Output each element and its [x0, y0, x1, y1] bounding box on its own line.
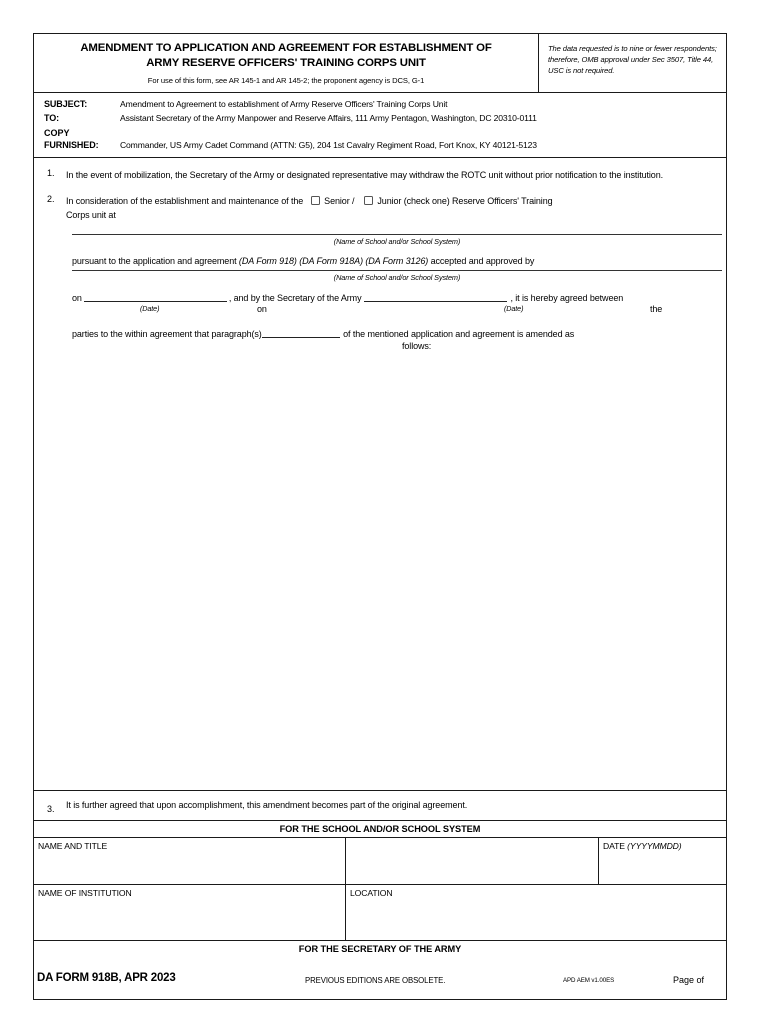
clause-2-text-b: Corps unit at — [66, 210, 116, 220]
omb-notice-cell — [539, 34, 726, 92]
army-section-band: FOR THE SECRETARY OF THE ARMY — [34, 940, 726, 957]
form-title-line-2: ARMY RESERVE OFFICERS' TRAINING CORPS UNIT — [146, 56, 426, 69]
dates-row — [72, 291, 714, 317]
school-name-field-1[interactable] — [72, 234, 722, 246]
form-title-line-1: AMENDMENT TO APPLICATION AND AGREEMENT FOR ESTABLISHMENT OF — [80, 42, 492, 54]
parties-text-b: of the mentioned application and agreement is amended as — [343, 328, 575, 339]
pursuant-line — [72, 256, 714, 266]
senior-label: Senior / — [324, 195, 355, 206]
clause-1-text: In the event of mobilization, the Secretary of the Army or designated representative may withdraw the ROTC unit without prior notification to the institution. — [66, 170, 664, 180]
date-label: DATE — [603, 841, 628, 851]
form-header — [34, 34, 726, 93]
form-frame — [33, 33, 727, 1000]
institution-row — [34, 884, 726, 940]
clause-2-text — [66, 194, 553, 223]
pursuant-text-b: accepted and approved by — [428, 255, 535, 266]
date-field[interactable] — [599, 838, 726, 884]
on-continuation-word: on — [257, 303, 267, 314]
clause-1-number: 1. — [47, 168, 55, 178]
copy-furnished-line — [34, 140, 726, 150]
to-line — [34, 113, 726, 123]
location-field[interactable] — [346, 885, 726, 940]
clause-3-text: It is further agreed that upon accomplishment, this amendment becomes part of the original agreement. — [66, 800, 468, 811]
location-label: LOCATION — [350, 888, 393, 898]
and-by-secretary-text: , and by the Secretary of the Army — [228, 292, 362, 303]
clause-1 — [44, 168, 714, 183]
form-footer — [33, 972, 727, 994]
institution-name-label: NAME OF INSTITUTION — [38, 888, 132, 898]
routing-block — [34, 93, 726, 158]
institution-name-field[interactable] — [34, 885, 346, 940]
the-continuation-word: the — [650, 303, 663, 314]
paragraphs-row — [72, 327, 714, 355]
subject-line — [34, 99, 726, 109]
furnished-label: FURNISHED: — [44, 140, 99, 150]
date-format-hint: (YYYYMMDD) — [627, 841, 682, 851]
clause-2-text-a: In consideration of the establishment and maintenance of the — [66, 195, 304, 206]
school-signature-row — [34, 837, 726, 884]
to-value: Assistant Secretary of the Army Manpower and Reserve Affairs, 111 Army Pentagon, Washington, DC 20310-0111 — [120, 113, 537, 123]
name-and-title-label: NAME AND TITLE — [38, 841, 108, 851]
clause-2-number: 2. — [47, 193, 55, 204]
page-indicator: Page of — [673, 975, 705, 985]
subject-value: Amendment to Agreement to establishment of Army Reserve Officers' Training Corps Unit — [120, 99, 448, 109]
amendment-free-text-area[interactable] — [44, 355, 714, 785]
junior-label: Junior (check one) Reserve Officers' Training — [377, 195, 553, 206]
form-body — [34, 158, 726, 790]
pursuant-forms: (DA Form 918) (DA Form 918A) (DA Form 3126) — [238, 255, 429, 266]
parties-text-a: parties to the within agreement that paragraph(s) — [72, 328, 262, 339]
school-name-caption-2: (Name of School and/or School System) — [333, 272, 461, 282]
school-name-rule-2 — [72, 270, 722, 271]
apd-version: APD AEM v1.00ES — [563, 977, 615, 984]
on-word: on — [72, 292, 82, 303]
date-input-2[interactable] — [364, 291, 507, 302]
to-label: TO: — [44, 113, 60, 123]
senior-checkbox[interactable] — [311, 196, 320, 205]
hereby-agreed-text: , it is hereby agreed between — [510, 292, 624, 303]
clause-3 — [34, 790, 726, 820]
school-section-band: FOR THE SCHOOL AND/OR SCHOOL SYSTEM — [34, 820, 726, 837]
pursuant-text-a: pursuant to the application and agreement — [72, 255, 239, 266]
clause-3-number: 3. — [47, 804, 55, 814]
form-authority-line: For use of this form, see AR 145-1 and AR 145-2; the proponent agency is DCS, G-1 — [147, 76, 425, 85]
school-name-rule-1 — [72, 234, 722, 235]
form-identifier: DA FORM 918B, APR 2023 — [37, 972, 176, 984]
furnished-value: Commander, US Army Cadet Command (ATTN: G5), 204 1st Cavalry Regiment Road, Fort Knox, KY 40121-5123 — [120, 140, 537, 150]
junior-checkbox[interactable] — [364, 196, 373, 205]
omb-notice-text: The data requested is to nine or fewer respondents; therefore, OMB approval under Sec 3507, Title 44, USC is not required. — [548, 44, 717, 75]
subject-label: SUBJECT: — [44, 99, 88, 109]
copy-label: COPY — [44, 128, 70, 138]
follows-word: follows: — [402, 340, 432, 351]
previous-editions-notice: PREVIOUS EDITIONS ARE OBSOLETE. — [305, 976, 446, 985]
name-and-title-field[interactable] — [34, 838, 346, 884]
signature-field[interactable] — [346, 838, 599, 884]
school-name-field-2[interactable] — [72, 270, 722, 282]
date-caption-2: (Date) — [504, 303, 524, 313]
school-name-caption-1: (Name of School and/or School System) — [333, 236, 461, 246]
paragraph-numbers-input[interactable] — [262, 327, 340, 338]
clause-2 — [44, 194, 714, 223]
form-title-cell — [34, 34, 539, 92]
date-input-1[interactable] — [84, 291, 227, 302]
date-caption-1: (Date) — [140, 303, 160, 313]
